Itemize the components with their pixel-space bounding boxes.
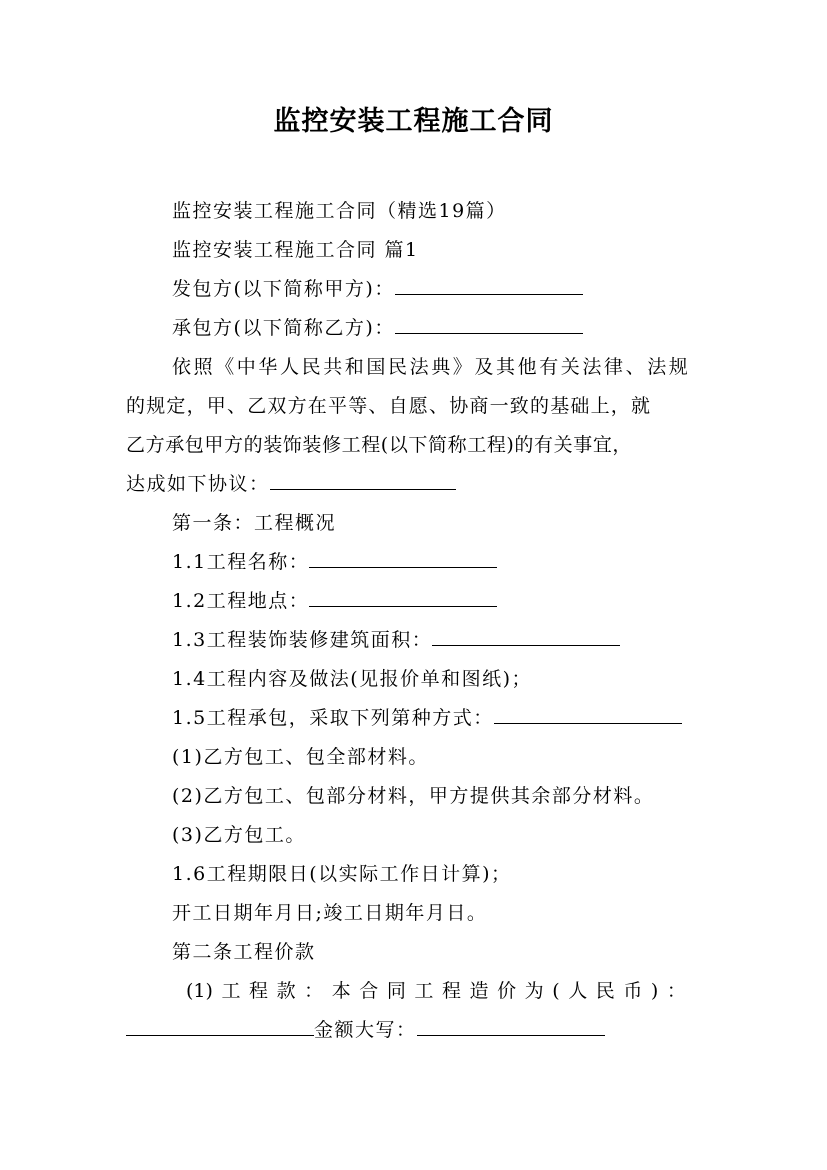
party-b-label: 承包方(以下简称乙方)：	[172, 317, 395, 339]
intro-line-1: 依照《中华人民共和国民法典》及其他有关法律、法规	[172, 356, 691, 378]
price-line-char: ：	[666, 980, 686, 1002]
amount-words-label: 金额大写：	[314, 1019, 417, 1041]
part-heading: 监控安装工程施工合同 篇1	[172, 239, 419, 261]
price-line-char: ：	[304, 980, 324, 1002]
price-line-char: 造	[469, 980, 489, 1002]
option-3: (3)乙方包工。	[172, 824, 306, 846]
price-line-char: 程	[249, 980, 269, 1002]
price-line-char: 款	[276, 980, 296, 1002]
price-line-char: 为	[524, 980, 544, 1002]
price-line-char: 本	[331, 980, 351, 1002]
project-name-blank	[309, 549, 497, 568]
party-a-label: 发包方(以下简称甲方)：	[172, 278, 395, 300]
price-line-char: 合	[359, 980, 379, 1002]
price-line-char: 程	[441, 980, 461, 1002]
party-b-blank	[395, 315, 583, 334]
item-1-1-line	[172, 549, 497, 575]
intro-label: 达成如下协议：	[126, 473, 270, 495]
amount-line	[126, 1017, 605, 1043]
price-line-char: 人	[568, 980, 588, 1002]
price-line-char: 币	[623, 980, 643, 1002]
item-1-6: 1.6工程期限日(以实际工作日计算)；	[172, 863, 512, 885]
article-1-heading: 第一条：工程概况	[172, 512, 337, 534]
option-1: (1)乙方包工、包全部材料。	[172, 746, 429, 768]
price-line-char: 价	[497, 980, 517, 1002]
building-area-blank	[432, 627, 620, 646]
document-title: 监控安装工程施工合同	[273, 106, 554, 137]
price-blank	[126, 1017, 314, 1036]
price-line-char: (	[552, 980, 560, 1002]
price-line-char: 工	[221, 980, 241, 1002]
item-1-3-label: 1.3工程装饰装修建筑面积：	[172, 629, 433, 651]
price-line-char: 同	[386, 980, 406, 1002]
item-1-4: 1.4工程内容及做法(见报价单和图纸)；	[172, 668, 533, 690]
intro-line-3: 乙方承包甲方的装饰装修工程(以下简称工程)的有关事宜，	[126, 434, 633, 456]
item-1-5-label: 1.5工程承包，采取下列第种方式：	[172, 707, 494, 729]
item-1-3-line	[172, 627, 620, 653]
price-line	[186, 978, 686, 1004]
party-a-blank	[395, 276, 583, 295]
dates-line: 开工日期年月日;竣工日期年月日。	[172, 902, 488, 924]
item-1-2-line	[172, 588, 497, 614]
contract-method-blank	[494, 705, 682, 724]
price-line-char: 民	[595, 980, 615, 1002]
party-b-line	[172, 315, 583, 341]
item-1-2-label: 1.2工程地点：	[172, 590, 310, 612]
option-2: (2)乙方包工、包部分材料，甲方提供其余部分材料。	[172, 785, 655, 807]
price-line-char: 工	[414, 980, 434, 1002]
price-line-char: (1)	[186, 980, 213, 1002]
amount-words-blank	[417, 1017, 605, 1036]
party-a-line	[172, 276, 583, 302]
subtitle: 监控安装工程施工合同（精选19篇）	[172, 200, 507, 222]
agreement-blank	[270, 471, 456, 490]
item-1-1-label: 1.1工程名称：	[172, 551, 310, 573]
price-line-char: )	[650, 980, 659, 1002]
item-1-5-line	[172, 705, 682, 731]
article-2-heading: 第二条工程价款	[172, 941, 316, 963]
intro-line-2: 的规定，甲、乙双方在平等、自愿、协商一致的基础上，就	[126, 395, 652, 417]
intro-line-4	[126, 471, 456, 497]
project-location-blank	[309, 588, 497, 607]
